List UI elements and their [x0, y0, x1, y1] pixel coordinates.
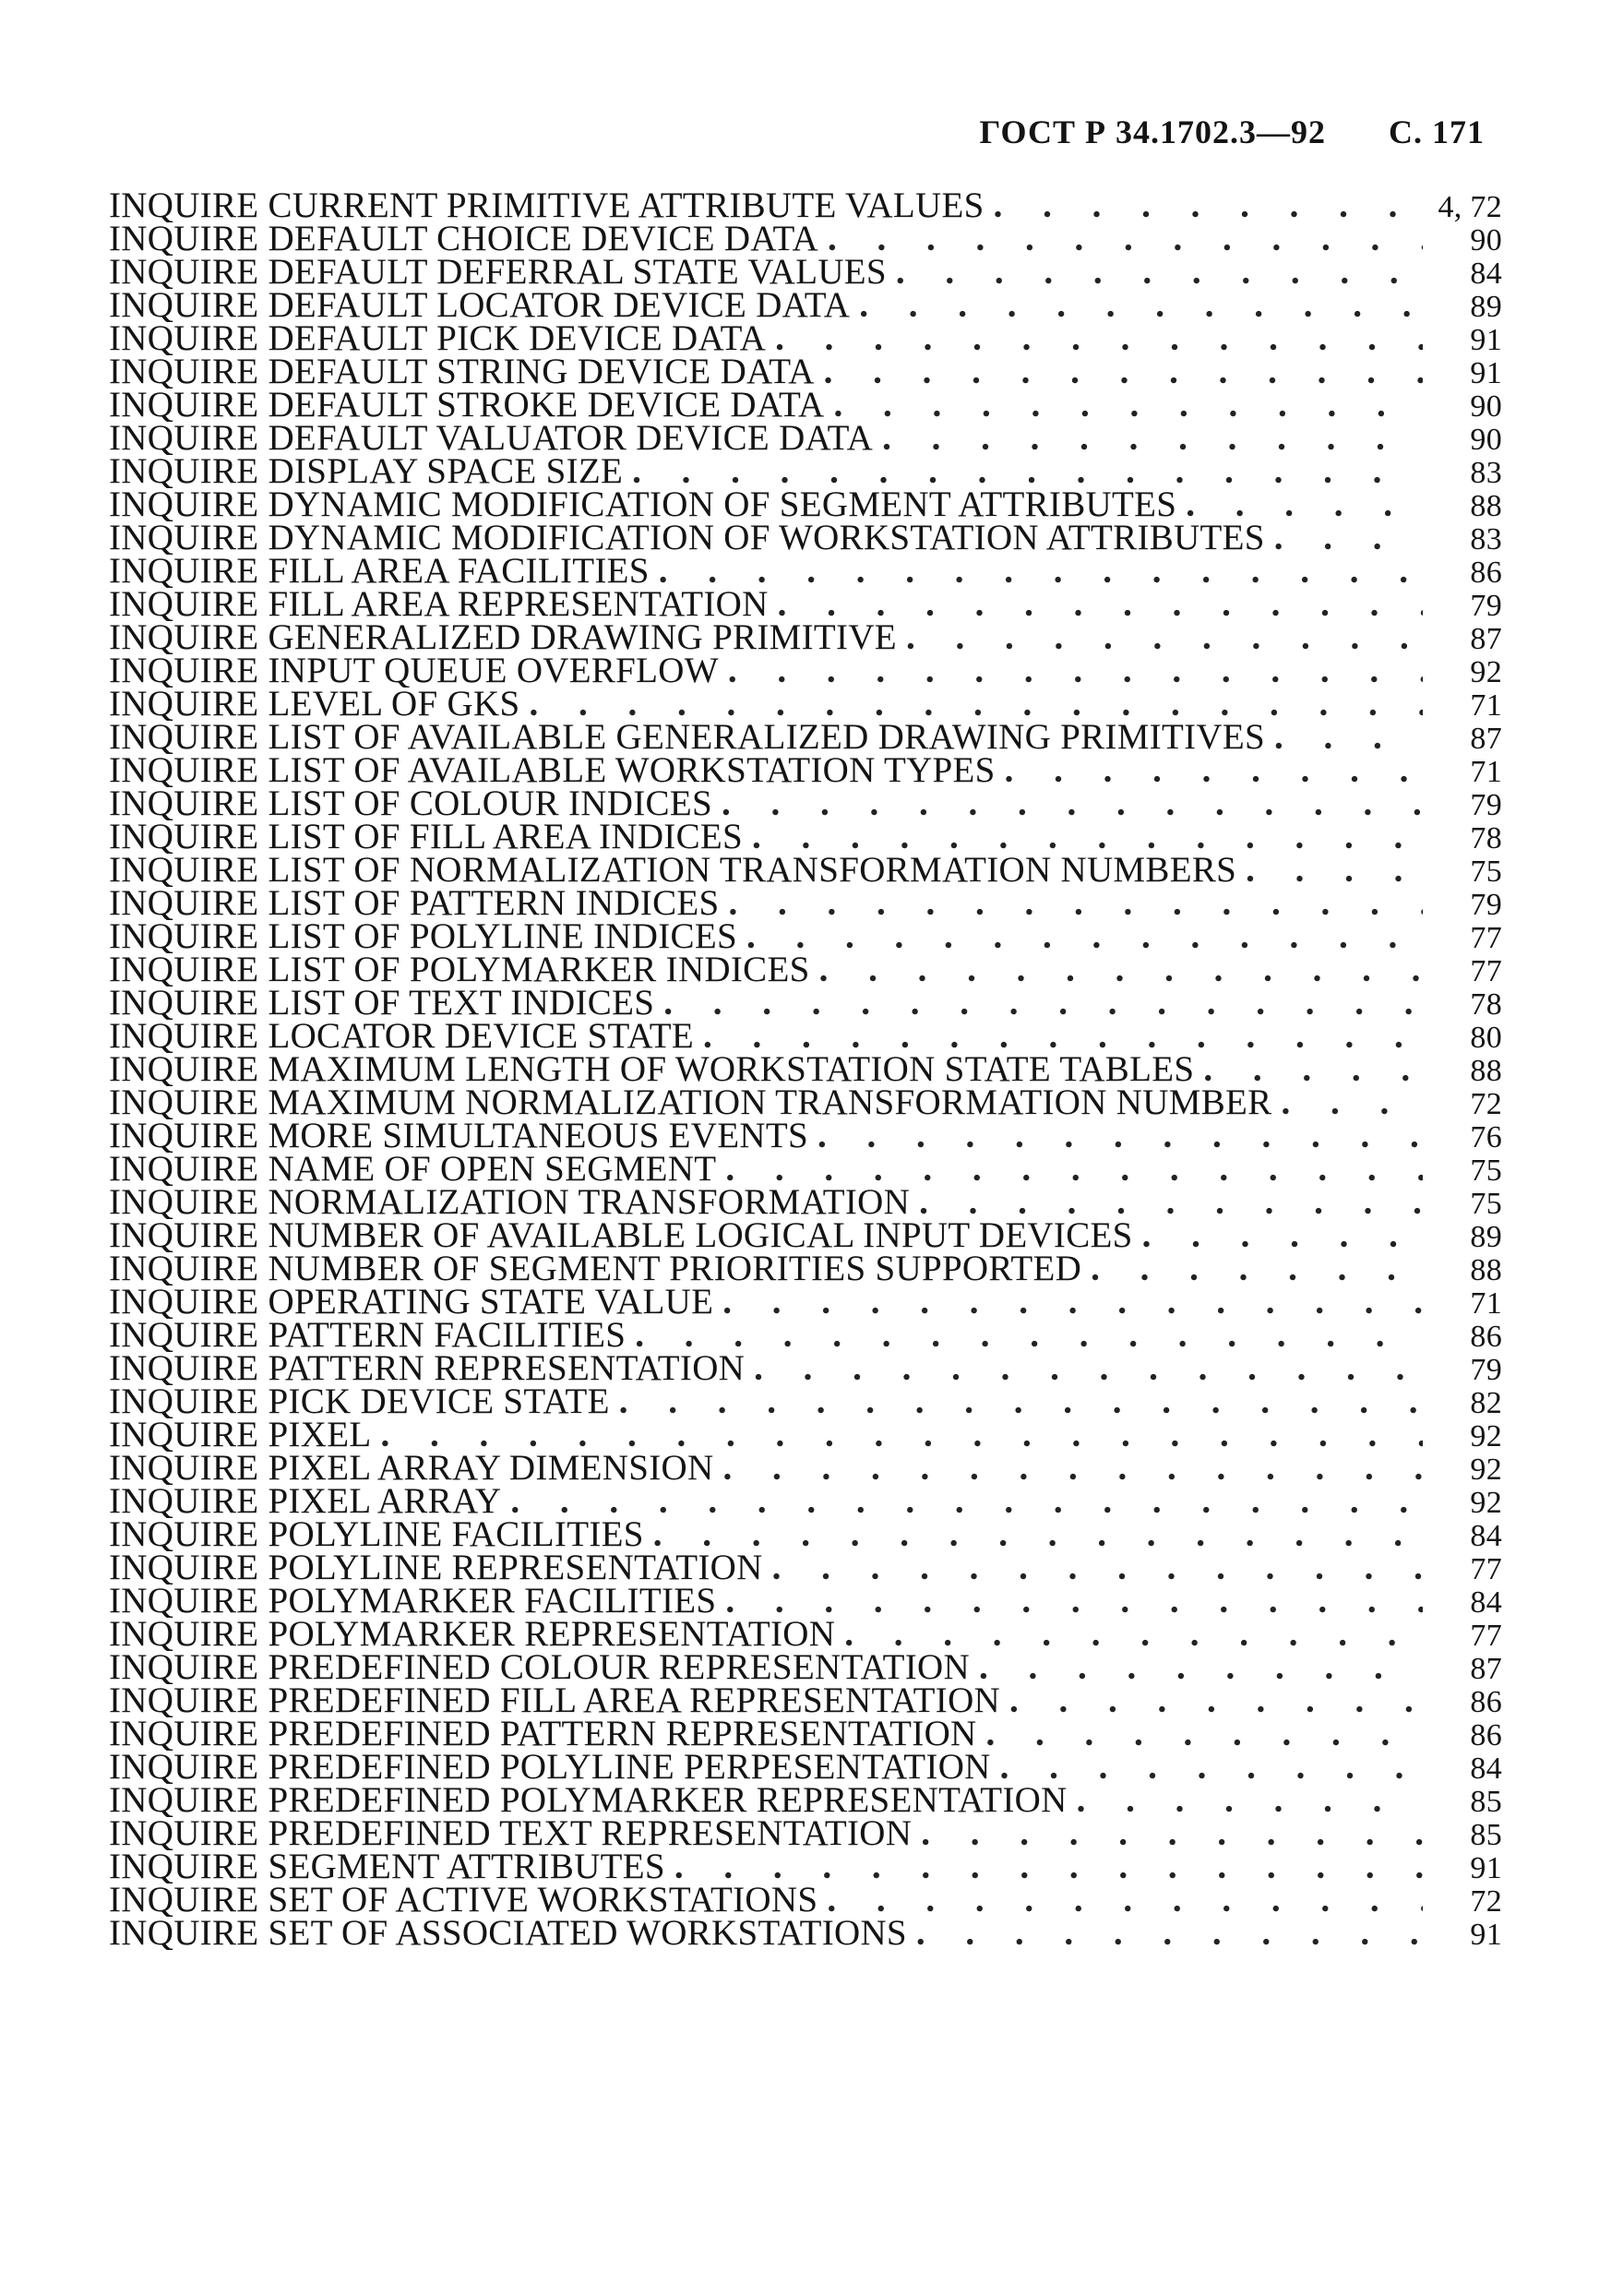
index-entry-page: 83 [1470, 456, 1502, 488]
index-entry [109, 1119, 1502, 1153]
dot-leader [663, 987, 1423, 1020]
dot-leader [819, 953, 1423, 987]
dot-leader [729, 887, 1423, 920]
index-entry-term: INQUIRE LIST OF NORMALIZATION TRANSFORMATION NUMBERS [109, 854, 1237, 887]
dot-leader [1186, 488, 1423, 521]
dot-leader [653, 1518, 1423, 1551]
index-entry-term: INQUIRE NUMBER OF AVAILABLE LOGICAL INPUT DEVICES [109, 1219, 1133, 1252]
index-entry-page: 79 [1470, 589, 1502, 621]
index-list [109, 189, 1502, 1950]
index-entry-page: 87 [1470, 722, 1502, 754]
index-entry-page: 91 [1470, 1851, 1502, 1883]
index-entry [109, 987, 1502, 1020]
index-entry-term: INQUIRE SEGMENT ATTRIBUTES [109, 1850, 665, 1883]
index-entry [109, 588, 1502, 621]
index-entry-term: INQUIRE LIST OF POLYMARKER INDICES [109, 953, 810, 987]
index-entry [109, 787, 1502, 820]
index-entry [109, 1717, 1502, 1751]
index-entry-page: 87 [1470, 622, 1502, 654]
index-entry [109, 1618, 1502, 1651]
index-entry [109, 521, 1502, 555]
index-entry-term: INQUIRE PIXEL ARRAY DIMENSION [109, 1452, 714, 1485]
index-entry-page: 91 [1470, 356, 1502, 389]
dot-leader [906, 621, 1423, 654]
index-entry [109, 1086, 1502, 1119]
index-entry-term: INQUIRE DYNAMIC MODIFICATION OF WORKSTATION ATTRIBUTES [109, 521, 1265, 555]
dot-leader [1009, 1684, 1423, 1717]
index-entry [109, 488, 1502, 521]
index-entry [109, 1784, 1502, 1817]
index-entry [109, 1153, 1502, 1186]
dot-leader [827, 1883, 1423, 1917]
index-entry-page: 78 [1470, 987, 1502, 1020]
index-entry [109, 1319, 1502, 1352]
index-entry-term: INQUIRE NAME OF OPEN SEGMENT [109, 1153, 717, 1186]
dot-leader [844, 1618, 1423, 1651]
index-entry-term: INQUIRE CURRENT PRIMITIVE ATTRIBUTE VALUES [109, 189, 985, 222]
dot-leader [722, 1452, 1423, 1485]
index-entry [109, 289, 1502, 322]
index-entry-page: 75 [1470, 855, 1502, 887]
index-entry [109, 1352, 1502, 1385]
index-entry-page: 75 [1470, 1154, 1502, 1186]
index-entry-term: INQUIRE OPERATING STATE VALUE [109, 1286, 714, 1319]
dot-leader [921, 1817, 1423, 1850]
dot-leader [778, 588, 1423, 621]
dot-leader [635, 1319, 1423, 1352]
index-entry [109, 422, 1502, 455]
index-entry [109, 953, 1502, 987]
dot-leader [722, 1286, 1423, 1319]
index-entry-term: INQUIRE PIXEL [109, 1418, 372, 1452]
index-entry-term: INQUIRE PIXEL ARRAY [109, 1485, 502, 1518]
index-entry-term: INQUIRE DEFAULT PICK DEVICE DATA [109, 322, 767, 355]
index-entry [109, 688, 1502, 721]
index-entry [109, 754, 1502, 787]
index-entry-term: INQUIRE PREDEFINED COLOUR REPRESENTATION [109, 1651, 970, 1684]
index-entry [109, 1584, 1502, 1618]
index-entry [109, 222, 1502, 256]
index-entry [109, 854, 1502, 887]
dot-leader [1005, 754, 1423, 787]
index-entry-page: 71 [1470, 688, 1502, 721]
index-entry-term: INQUIRE LIST OF AVAILABLE GENERALIZED DRAWING PRIMITIVES [109, 721, 1265, 754]
dot-leader [916, 1917, 1423, 1950]
index-entry-term: INQUIRE LIST OF TEXT INDICES [109, 987, 655, 1020]
index-entry-page: 83 [1470, 522, 1502, 555]
index-entry-page: 88 [1470, 1253, 1502, 1286]
index-entry [109, 355, 1502, 389]
index-entry-term: INQUIRE SET OF ASSOCIATED WORKSTATIONS [109, 1917, 907, 1950]
index-entry-page: 85 [1470, 1818, 1502, 1850]
index-entry [109, 1452, 1502, 1485]
index-entry-page: 71 [1470, 755, 1502, 787]
dot-leader [775, 322, 1423, 355]
index-entry-page: 75 [1470, 1187, 1502, 1219]
dot-leader [703, 1020, 1423, 1053]
index-entry-page: 77 [1470, 921, 1502, 953]
index-entry-term: INQUIRE PICK DEVICE STATE [109, 1385, 610, 1418]
dot-leader [834, 389, 1424, 422]
index-entry-term: INQUIRE NORMALIZATION TRANSFORMATION [109, 1186, 911, 1219]
index-entry-term: INQUIRE INPUT QUEUE OVERFLOW [109, 654, 719, 688]
dot-leader [674, 1850, 1423, 1883]
index-entry [109, 1418, 1502, 1452]
index-entry-term: INQUIRE DYNAMIC MODIFICATION OF SEGMENT ATTRIBUTES [109, 488, 1177, 521]
index-entry [109, 189, 1502, 222]
dot-leader [752, 820, 1423, 854]
index-entry-page: 76 [1470, 1120, 1502, 1153]
index-entry-page: 92 [1470, 655, 1502, 688]
index-entry-term: INQUIRE LIST OF COLOUR INDICES [109, 787, 712, 820]
dot-leader [859, 289, 1423, 322]
index-entry [109, 721, 1502, 754]
dot-leader [986, 1717, 1423, 1751]
dot-leader [722, 787, 1423, 820]
index-entry-term: INQUIRE POLYMARKER REPRESENTATION [109, 1618, 836, 1651]
dot-leader [728, 654, 1423, 688]
index-entry-page: 80 [1470, 1021, 1502, 1053]
index-entry-page: 79 [1470, 788, 1502, 820]
dot-leader [529, 688, 1423, 721]
index-entry-term: INQUIRE MAXIMUM NORMALIZATION TRANSFORMATION NUMBER [109, 1086, 1272, 1119]
index-entry-page: 87 [1470, 1652, 1502, 1684]
dot-leader [1203, 1053, 1423, 1086]
index-entry-term: INQUIRE SET OF ACTIVE WORKSTATIONS [109, 1883, 818, 1917]
index-entry-term: INQUIRE POLYMARKER FACILITIES [109, 1584, 717, 1618]
index-entry-term: INQUIRE MORE SIMULTANEOUS EVENTS [109, 1119, 808, 1153]
dot-leader [725, 1153, 1423, 1186]
index-entry-term: INQUIRE LIST OF FILL AREA INDICES [109, 820, 743, 854]
dot-leader [754, 1352, 1423, 1385]
dot-leader [772, 1551, 1423, 1584]
index-entry-page: 84 [1470, 1752, 1502, 1784]
index-entry-term: INQUIRE MAXIMUM LENGTH OF WORKSTATION STATE TABLES [109, 1053, 1195, 1086]
index-entry-term: INQUIRE LIST OF POLYLINE INDICES [109, 920, 737, 953]
index-entry [109, 1286, 1502, 1319]
index-entry [109, 1817, 1502, 1850]
index-entry [109, 389, 1502, 422]
dot-leader [380, 1418, 1423, 1452]
index-entry-term: INQUIRE DEFAULT STROKE DEVICE DATA [109, 389, 825, 422]
index-entry-term: INQUIRE PREDEFINED TEXT REPRESENTATION [109, 1817, 913, 1850]
index-entry-term: INQUIRE FILL AREA REPRESENTATION [109, 588, 769, 621]
index-entry-page: 86 [1470, 1685, 1502, 1717]
index-entry-page: 84 [1470, 1519, 1502, 1551]
index-entry [109, 1684, 1502, 1717]
index-entry-term: INQUIRE DEFAULT STRING DEVICE DATA [109, 355, 815, 389]
index-entry-page: 79 [1470, 888, 1502, 920]
dot-leader [1274, 521, 1423, 555]
index-entry-page: 85 [1470, 1785, 1502, 1817]
dot-leader [619, 1385, 1423, 1418]
index-entry-term: INQUIRE DEFAULT LOCATOR DEVICE DATA [109, 289, 851, 322]
index-entry-term: INQUIRE LIST OF PATTERN INDICES [109, 887, 720, 920]
index-entry-page: 90 [1470, 223, 1502, 256]
dot-leader [828, 222, 1423, 256]
index-entry-page: 92 [1470, 1453, 1502, 1485]
index-entry-page: 90 [1470, 423, 1502, 455]
index-entry [109, 1385, 1502, 1418]
index-entry-term: INQUIRE PATTERN FACILITIES [109, 1319, 627, 1352]
index-entry [109, 455, 1502, 488]
index-entry-page: 79 [1470, 1353, 1502, 1385]
index-entry-term: INQUIRE PREDEFINED POLYLINE PERPESENTATION [109, 1751, 991, 1784]
index-entry-term: INQUIRE LIST OF AVAILABLE WORKSTATION TYPES [109, 754, 996, 787]
index-entry-page: 77 [1470, 1552, 1502, 1584]
index-entry [109, 1186, 1502, 1219]
index-entry [109, 1917, 1502, 1950]
dot-leader [1000, 1751, 1423, 1784]
index-entry-page: 91 [1470, 323, 1502, 355]
dot-leader [994, 189, 1423, 222]
index-entry [109, 1020, 1502, 1053]
index-entry-page: 88 [1470, 1054, 1502, 1086]
dot-leader [632, 455, 1423, 488]
index-entry-page: 90 [1470, 389, 1502, 422]
index-entry-page: 4, 72 [1438, 190, 1502, 222]
index-entry [109, 1751, 1502, 1784]
index-entry-page: 89 [1470, 1220, 1502, 1252]
index-entry [109, 256, 1502, 289]
index-entry-page: 72 [1470, 1884, 1502, 1917]
index-entry-term: INQUIRE PATTERN REPRESENTATION [109, 1352, 746, 1385]
index-entry [109, 1485, 1502, 1518]
index-entry-page: 82 [1470, 1386, 1502, 1418]
index-entry [109, 1883, 1502, 1917]
index-entry [109, 555, 1502, 588]
index-entry-term: INQUIRE PREDEFINED PATTERN REPRESENTATION [109, 1717, 977, 1751]
dot-leader [1077, 1784, 1423, 1817]
dot-leader [882, 422, 1423, 455]
dot-leader [919, 1186, 1423, 1219]
index-entry [109, 1551, 1502, 1584]
index-entry-page: 86 [1470, 556, 1502, 588]
index-entry-term: INQUIRE PREDEFINED FILL AREA REPRESENTATION [109, 1684, 1001, 1717]
index-entry-term: INQUIRE GENERALIZED DRAWING PRIMITIVE [109, 621, 897, 654]
index-entry-page: 92 [1470, 1486, 1502, 1518]
index-entry [109, 820, 1502, 854]
index-entry-page: 92 [1470, 1419, 1502, 1452]
dot-leader [1142, 1219, 1423, 1252]
index-entry-page: 78 [1470, 821, 1502, 854]
index-entry [109, 1219, 1502, 1252]
dot-leader [1274, 721, 1423, 754]
dot-leader [659, 555, 1423, 588]
index-entry [109, 1053, 1502, 1086]
index-entry-page: 72 [1470, 1087, 1502, 1119]
index-entry-term: INQUIRE PREDEFINED POLYMARKER REPRESENTATION [109, 1784, 1068, 1817]
index-entry-page: 84 [1470, 257, 1502, 289]
dot-leader [725, 1584, 1423, 1618]
index-entry-page: 77 [1470, 1619, 1502, 1651]
dot-leader [824, 355, 1423, 389]
index-entry [109, 1252, 1502, 1286]
index-entry-term: INQUIRE NUMBER OF SEGMENT PRIORITIES SUPPORTED [109, 1252, 1082, 1286]
index-entry [109, 1850, 1502, 1883]
dot-leader [746, 920, 1423, 953]
index-entry-page: 89 [1470, 290, 1502, 322]
standard-designation: ГОСТ Р 34.1702.3—92 [979, 114, 1326, 150]
dot-leader [510, 1485, 1423, 1518]
index-entry [109, 887, 1502, 920]
index-entry-page: 86 [1470, 1320, 1502, 1352]
index-entry-term: INQUIRE DISPLAY SPACE SIZE [109, 455, 624, 488]
dot-leader [1246, 854, 1423, 887]
index-entry-page: 71 [1470, 1286, 1502, 1319]
index-entry [109, 621, 1502, 654]
page-header [980, 113, 1485, 151]
index-entry-term: INQUIRE POLYLINE FACILITIES [109, 1518, 644, 1551]
dot-leader [817, 1119, 1423, 1153]
index-entry-page: 88 [1470, 489, 1502, 521]
dot-leader [979, 1651, 1423, 1684]
index-entry [109, 654, 1502, 688]
index-entry [109, 1518, 1502, 1551]
index-entry-page: 77 [1470, 954, 1502, 987]
index-entry-page: 84 [1470, 1585, 1502, 1618]
index-entry-term: INQUIRE DEFAULT VALUATOR DEVICE DATA [109, 422, 874, 455]
index-entry-term: INQUIRE POLYLINE REPRESENTATION [109, 1551, 763, 1584]
dot-leader [896, 256, 1423, 289]
dot-leader [1091, 1252, 1423, 1286]
index-entry-term: INQUIRE DEFAULT CHOICE DEVICE DATA [109, 222, 818, 256]
index-entry [109, 1651, 1502, 1684]
index-entry [109, 920, 1502, 953]
index-entry-term: INQUIRE LEVEL OF GKS [109, 688, 520, 721]
index-entry-page: 86 [1470, 1718, 1502, 1751]
index-entry-term: INQUIRE DEFAULT DEFERRAL STATE VALUES [109, 256, 887, 289]
index-entry-page: 91 [1470, 1918, 1502, 1950]
index-entry-term: INQUIRE LOCATOR DEVICE STATE [109, 1020, 694, 1053]
index-entry-term: INQUIRE FILL AREA FACILITIES [109, 555, 650, 588]
index-entry [109, 322, 1502, 355]
page-number: С. 171 [1389, 114, 1485, 150]
dot-leader [1281, 1086, 1423, 1119]
